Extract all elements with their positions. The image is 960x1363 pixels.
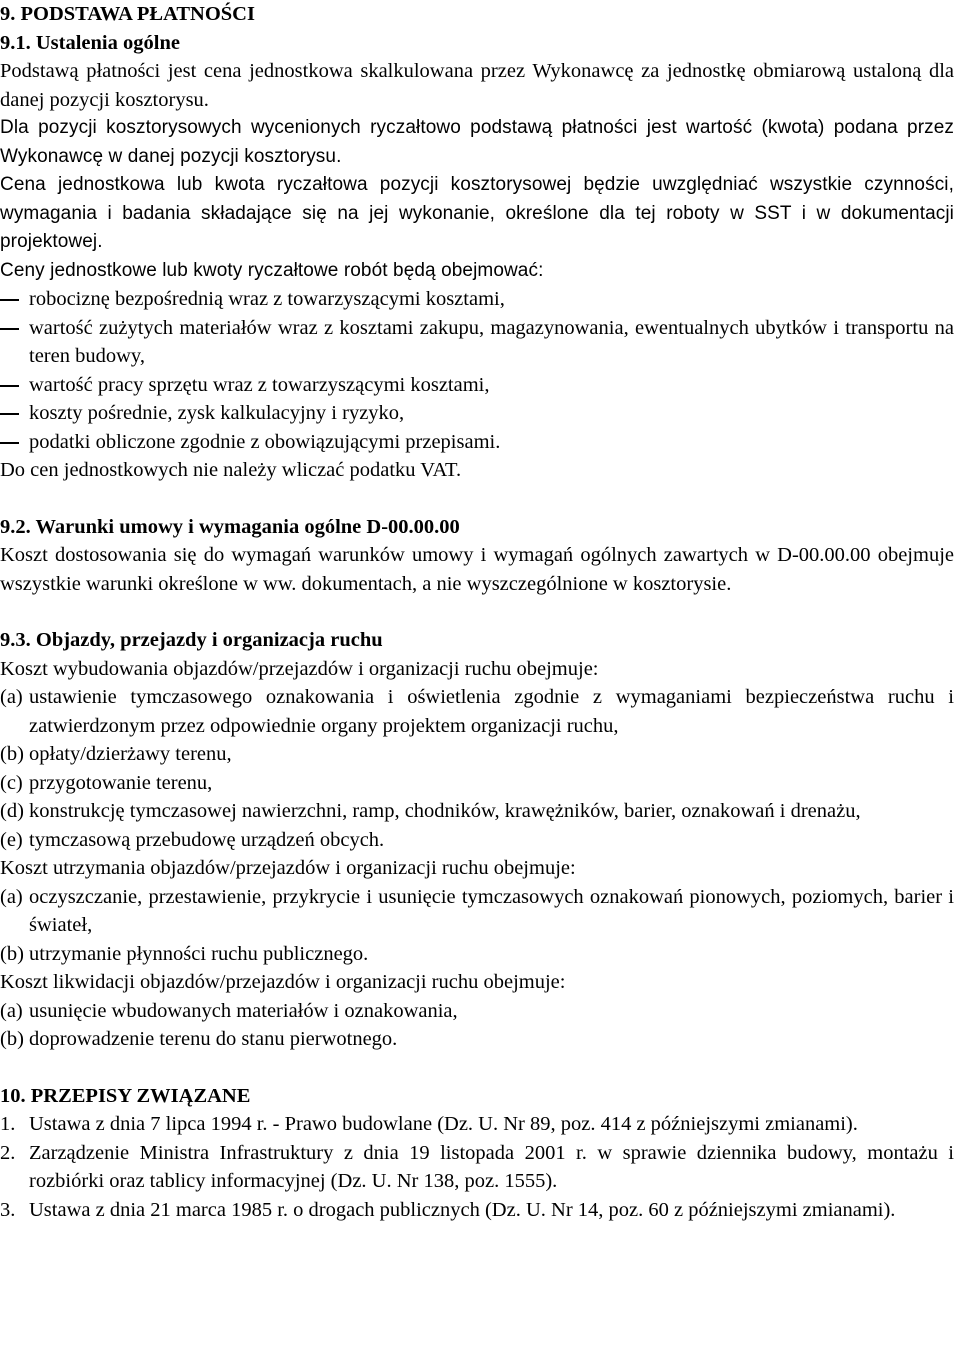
paragraph: Ceny jednostkowe lub kwoty ryczałtowe robót będą obejmować: [0, 259, 544, 281]
paragraph: Dla pozycji kosztorysowych wycenionych ryczałtowo podstawą płatności jest wartość (kwota) podana przez Wykonawcę w danej pozycji kosztorysu. [0, 117, 954, 167]
list-item: wartość zużytych materiałów wraz z kosztami zakupu, magazynowania, ewentualnych ubytków i transportu na teren budowy, [0, 314, 954, 371]
list-item: (a) oczyszczanie, przestawienie, przykrycie i usunięcie tymczasowych oznakowań pionowych, poziomych, barier i świateł, [0, 885, 954, 936]
dash-bullet-icon [0, 385, 19, 387]
dash-bullet-icon [0, 413, 19, 415]
list-item: (a) usunięcie wbudowanych materiałów i oznakowania, [0, 999, 458, 1022]
list-item: (b) opłaty/dzierżawy terenu, [0, 743, 232, 765]
cost-components-list [0, 285, 954, 456]
paragraph: Podstawą płatności jest cena jednostkowa skalkulowana przez Wykonawcę za jednostkę obmiarową ustaloną dla danej pozycji kosztorysu. [0, 60, 954, 111]
list-item: 3. Ustawa z dnia 21 marca 1985 r. o drogach publicznych (Dz. U. Nr 14, poz. 60 z późniejszymi zmianami). [0, 1198, 896, 1221]
paragraph: Do cen jednostkowych nie należy wliczać podatku VAT. [0, 459, 462, 481]
list-item: (b) utrzymanie płynności ruchu publicznego. [0, 942, 369, 965]
list-item: wartość pracy sprzętu wraz z towarzyszącymi kosztami, [0, 371, 954, 400]
dash-bullet-icon [0, 442, 19, 444]
dash-bullet-icon [0, 328, 19, 330]
section-9-2-heading: 9.2. Warunki umowy i wymagania ogólne D-00.00.00 [0, 515, 460, 538]
list-item: koszty pośrednie, zysk kalkulacyjny i ryzyko, [0, 399, 954, 428]
liquidation-items-list [0, 997, 954, 1054]
list-item: (e) tymczasową przebudowę urządzeń obcych. [0, 828, 385, 851]
list-item: robociznę bezpośrednią wraz z towarzyszącymi kosztami, [0, 285, 954, 314]
dash-bullet-icon [0, 299, 19, 301]
paragraph: Koszt likwidacji objazdów/przejazdów i organizacji ruchu obejmuje: [0, 971, 566, 993]
section-9-1-heading: 9.1. Ustalenia ogólne [0, 31, 180, 54]
list-item: (d) konstrukcję tymczasowej nawierzchni, ramp, chodników, krawężników, barier, oznakowań i drenażu, [0, 800, 861, 822]
paragraph: Koszt dostosowania się do wymagań warunków umowy i wymagań ogólnych zawartych w D-00.00.00 obejmuje wszystkie warunki określone w ww. dokumentach, a nie wyszczególnione w kosztorysie. [0, 544, 954, 595]
list-item: (a) ustawienie tymczasowego oznakowania i oświetlenia zgodnie z wymaganiami bezpieczeństwa ruchu i zatwierdzonym przez odpowiednie organy projektem organizacji ruchu, [0, 686, 954, 737]
list-item: 1. Ustawa z dnia 7 lipca 1994 r. - Prawo budowlane (Dz. U. Nr 89, poz. 414 z późniejszymi zmianami). [0, 1113, 858, 1135]
section-9-3-heading: 9.3. Objazdy, przejazdy i organizacja ruchu [0, 629, 383, 651]
paragraph: Cena jednostkowa lub kwota ryczałtowa pozycji kosztorysowej będzie uwzględniać wszystkie czynności, wymagania i badania składające się na jej wykonanie, określone dla tej roboty w SST i w dokumentacji projektowej. [0, 174, 954, 252]
list-item: podatki obliczone zgodnie z obowiązującymi przepisami. [0, 428, 954, 457]
list-item: 2. Zarządzenie Ministra Infrastruktury z dnia 19 listopada 2001 r. w sprawie dziennika budowy, montażu i rozbiórki oraz tablicy informacyjnej (Dz. U. Nr 138, poz. 1555). [0, 1141, 954, 1192]
section-10-heading: 10. PRZEPISY ZWIĄZANE [0, 1084, 251, 1107]
build-items-list [0, 683, 954, 854]
maintenance-items-list [0, 883, 954, 969]
regulations-list [0, 1110, 954, 1224]
list-item: (c) przygotowanie terenu, [0, 771, 213, 794]
list-item: (b) doprowadzenie terenu do stanu pierwotnego. [0, 1028, 398, 1050]
paragraph: Koszt utrzymania objazdów/przejazdów i organizacji ruchu obejmuje: [0, 857, 576, 879]
section-9-heading: 9. PODSTAWA PŁATNOŚCI [0, 3, 255, 25]
paragraph: Koszt wybudowania objazdów/przejazdów i organizacji ruchu obejmuje: [0, 657, 599, 680]
